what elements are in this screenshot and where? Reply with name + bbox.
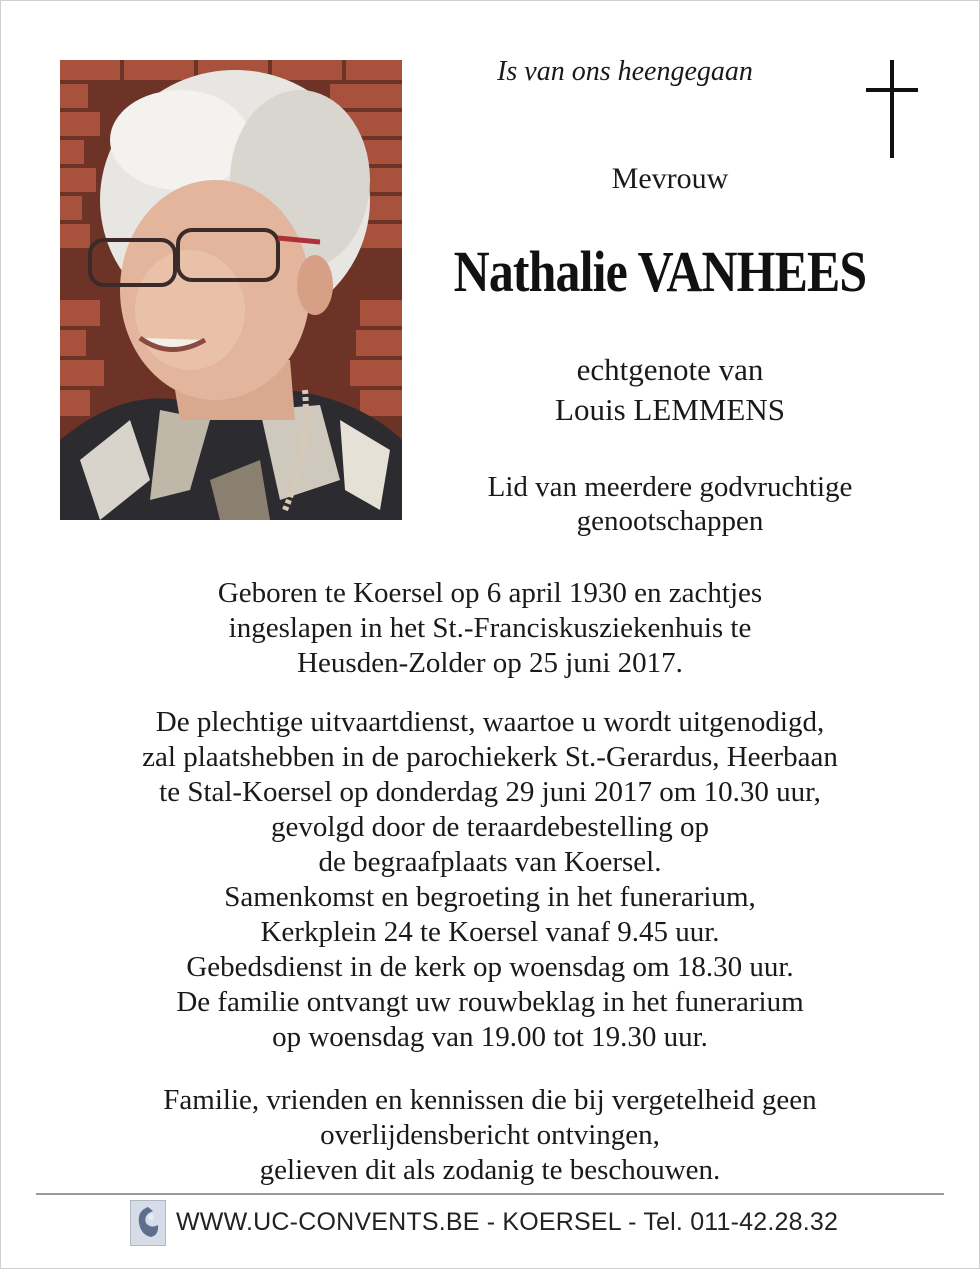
text-line: gelieven dit als zodanig te beschouwen. [259,1154,721,1186]
text-line: zal plaatshebben in de parochiekerk St.-Gerardus, Heerbaan [142,741,838,773]
text-line: Samenkomst en begroeting in het funerarium, [224,881,756,913]
text-line: overlijdensbericht ontvingen, [320,1119,660,1151]
footer [130,1200,850,1246]
text-line: te Stal-Koersel op donderdag 29 juni 2017 om 10.30 uur, [159,776,821,808]
membership-line: genootschappen [576,505,764,537]
membership-line: Lid van meerdere godvruchtige [487,471,853,503]
text-line: ingeslapen in het St.-Franciskusziekenhuis te [228,612,752,644]
birth-death-paragraph [40,576,940,681]
text-line: gevolgd door de teraardebestelling op [270,811,710,843]
text-line: Geboren te Koersel op 6 april 1930 en zachtjes [217,577,763,609]
text-line: Gebedsdienst in de kerk op woensdag om 18.30 uur. [186,951,794,983]
text-line: de begraafplaats van Koersel. [318,846,662,878]
footer-divider [36,1193,944,1195]
text-line: op woensdag van 19.00 tot 19.30 uur. [272,1021,708,1053]
footer-contact: WWW.UC-CONVENTS.BE - KOERSEL - Tel. 011-42.28.32 [176,1208,839,1236]
deceased-name: Nathalie VANHEES [453,239,867,304]
text-line: Familie, vrienden en kennissen die bij vergetelheid geen [163,1084,817,1116]
portrait-photo [60,60,402,520]
text-line: De familie ontvangt uw rouwbeklag in het funerarium [176,986,804,1018]
funeral-home-logo-icon [130,1200,166,1246]
text-line: Kerkplein 24 te Koersel vanaf 9.45 uur. [260,916,720,948]
spouse-name: Louis LEMMENS [555,392,785,427]
intro-line: Is van ons heengegaan [497,56,753,87]
spouse-label: echtgenote van [576,352,764,387]
service-paragraph [40,705,940,1055]
text-line: De plechtige uitvaartdienst, waartoe u wordt uitgenodigd, [155,706,825,738]
honorific: Mevrouw [611,162,729,195]
text-line: Heusden-Zolder op 25 juni 2017. [297,647,683,679]
membership-text [420,470,920,538]
notice-paragraph [40,1083,940,1188]
cross-icon [862,60,922,160]
